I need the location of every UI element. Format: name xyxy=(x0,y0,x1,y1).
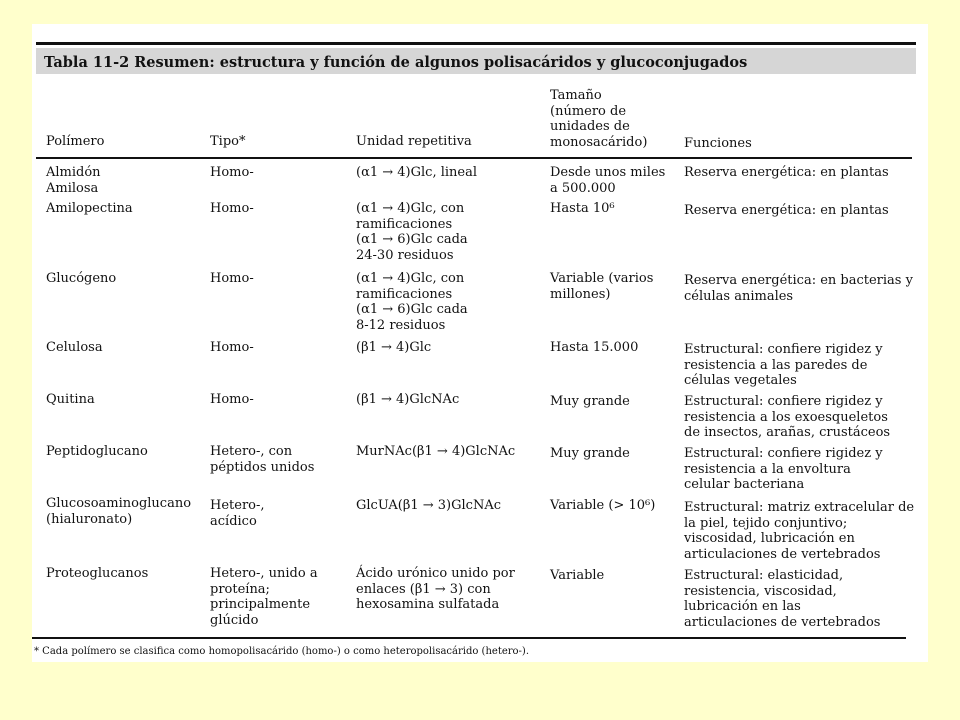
row-quitina-polimero: Quitina xyxy=(46,392,95,407)
header-polimero: Polímero xyxy=(46,134,105,149)
row-proteoglucanos-unidad: Ácido urónico unido por enlaces (β1 → 3) con hexosamina sulfatada xyxy=(356,566,515,612)
row-celulosa-polimero: Celulosa xyxy=(46,340,103,355)
row-peptidoglucano-tipo: Hetero-, con péptidos unidos xyxy=(210,444,315,475)
row-celulosa-tipo: Homo- xyxy=(210,340,254,355)
row-amilopectina-unidad: (α1 → 4)Glc, con ramificaciones (α1 → 6)Glc cada 24-30 residuos xyxy=(356,201,468,263)
row-amilopectina-funciones: Reserva energética: en plantas xyxy=(684,203,889,218)
top-rule xyxy=(36,42,916,45)
row-glucosoaminoglucano-tipo: Hetero-, acídico xyxy=(210,498,265,529)
row-peptidoglucano-polimero: Peptidoglucano xyxy=(46,444,148,459)
header-unidad: Unidad repetitiva xyxy=(356,134,472,149)
header-tamano: Tamaño (número de unidades de monosacárido) xyxy=(550,88,648,150)
row-glucosoaminoglucano-unidad: GlcUA(β1 → 3)GlcNAc xyxy=(356,498,501,513)
row-proteoglucanos-tamano: Variable xyxy=(550,568,605,583)
row-amilopectina-tamano: Hasta 10⁶ xyxy=(550,201,615,216)
row-almidon-unidad: (α1 → 4)Glc, lineal xyxy=(356,165,477,180)
header-rule xyxy=(36,157,912,159)
row-peptidoglucano-funciones: Estructural: confiere rigidez y resistencia a la envoltura celular bacteriana xyxy=(684,446,883,492)
row-peptidoglucano-tamano: Muy grande xyxy=(550,446,630,461)
row-amilopectina-polimero: Amilopectina xyxy=(46,201,133,216)
row-celulosa-funciones: Estructural: confiere rigidez y resistencia a las paredes de células vegetales xyxy=(684,342,883,388)
row-glucosoaminoglucano-funciones: Estructural: matriz extracelular de la piel, tejido conjuntivo; viscosidad, lubricación en articulaciones de vertebrados xyxy=(684,500,915,562)
row-proteoglucanos-polimero: Proteoglucanos xyxy=(46,566,149,581)
table-title: Tabla 11-2 Resumen: estructura y función de algunos polisacáridos y glucoconjugados xyxy=(44,54,748,71)
row-glucogeno-polimero: Glucógeno xyxy=(46,271,117,286)
row-glucosoaminoglucano-tamano: Variable (> 10⁶) xyxy=(550,498,656,513)
bottom-rule xyxy=(32,637,906,639)
row-quitina-tipo: Homo- xyxy=(210,392,254,407)
header-funciones: Funciones xyxy=(684,136,752,151)
row-quitina-tamano: Muy grande xyxy=(550,394,630,409)
table-footnote: * Cada polímero se clasifica como homopolisacárido (homo-) o como heteropolisacárido (hetero-). xyxy=(34,646,530,657)
row-peptidoglucano-unidad: MurNAc(β1 → 4)GlcNAc xyxy=(356,444,516,459)
row-amilopectina-tipo: Homo- xyxy=(210,201,254,216)
row-proteoglucanos-tipo: Hetero-, unido a proteína; principalmente glúcido xyxy=(210,566,318,628)
row-glucogeno-tipo: Homo- xyxy=(210,271,254,286)
table-page xyxy=(32,24,928,662)
row-celulosa-tamano: Hasta 15.000 xyxy=(550,340,639,355)
row-almidon-polimero: Almidón Amilosa xyxy=(46,165,101,196)
row-glucogeno-tamano: Variable (varios millones) xyxy=(550,271,654,302)
row-glucogeno-unidad: (α1 → 4)Glc, con ramificaciones (α1 → 6)Glc cada 8-12 residuos xyxy=(356,271,468,333)
row-almidon-tipo: Homo- xyxy=(210,165,254,180)
row-glucogeno-funciones: Reserva energética: en bacterias y células animales xyxy=(684,273,913,304)
row-celulosa-unidad: (β1 → 4)Glc xyxy=(356,340,432,355)
row-proteoglucanos-funciones: Estructural: elasticidad, resistencia, viscosidad, lubricación en las articulaciones de vertebrados xyxy=(684,568,881,630)
row-quitina-unidad: (β1 → 4)GlcNAc xyxy=(356,392,460,407)
row-glucosoaminoglucano-polimero: Glucosoaminoglucano (hialuronato) xyxy=(46,496,192,527)
row-almidon-funciones: Reserva energética: en plantas xyxy=(684,165,889,180)
row-quitina-funciones: Estructural: confiere rigidez y resistencia a los exoesqueletos de insectos, arañas, crustáceos xyxy=(684,394,891,440)
row-almidon-tamano: Desde unos miles a 500.000 xyxy=(550,165,666,196)
header-tipo: Tipo* xyxy=(210,134,246,149)
